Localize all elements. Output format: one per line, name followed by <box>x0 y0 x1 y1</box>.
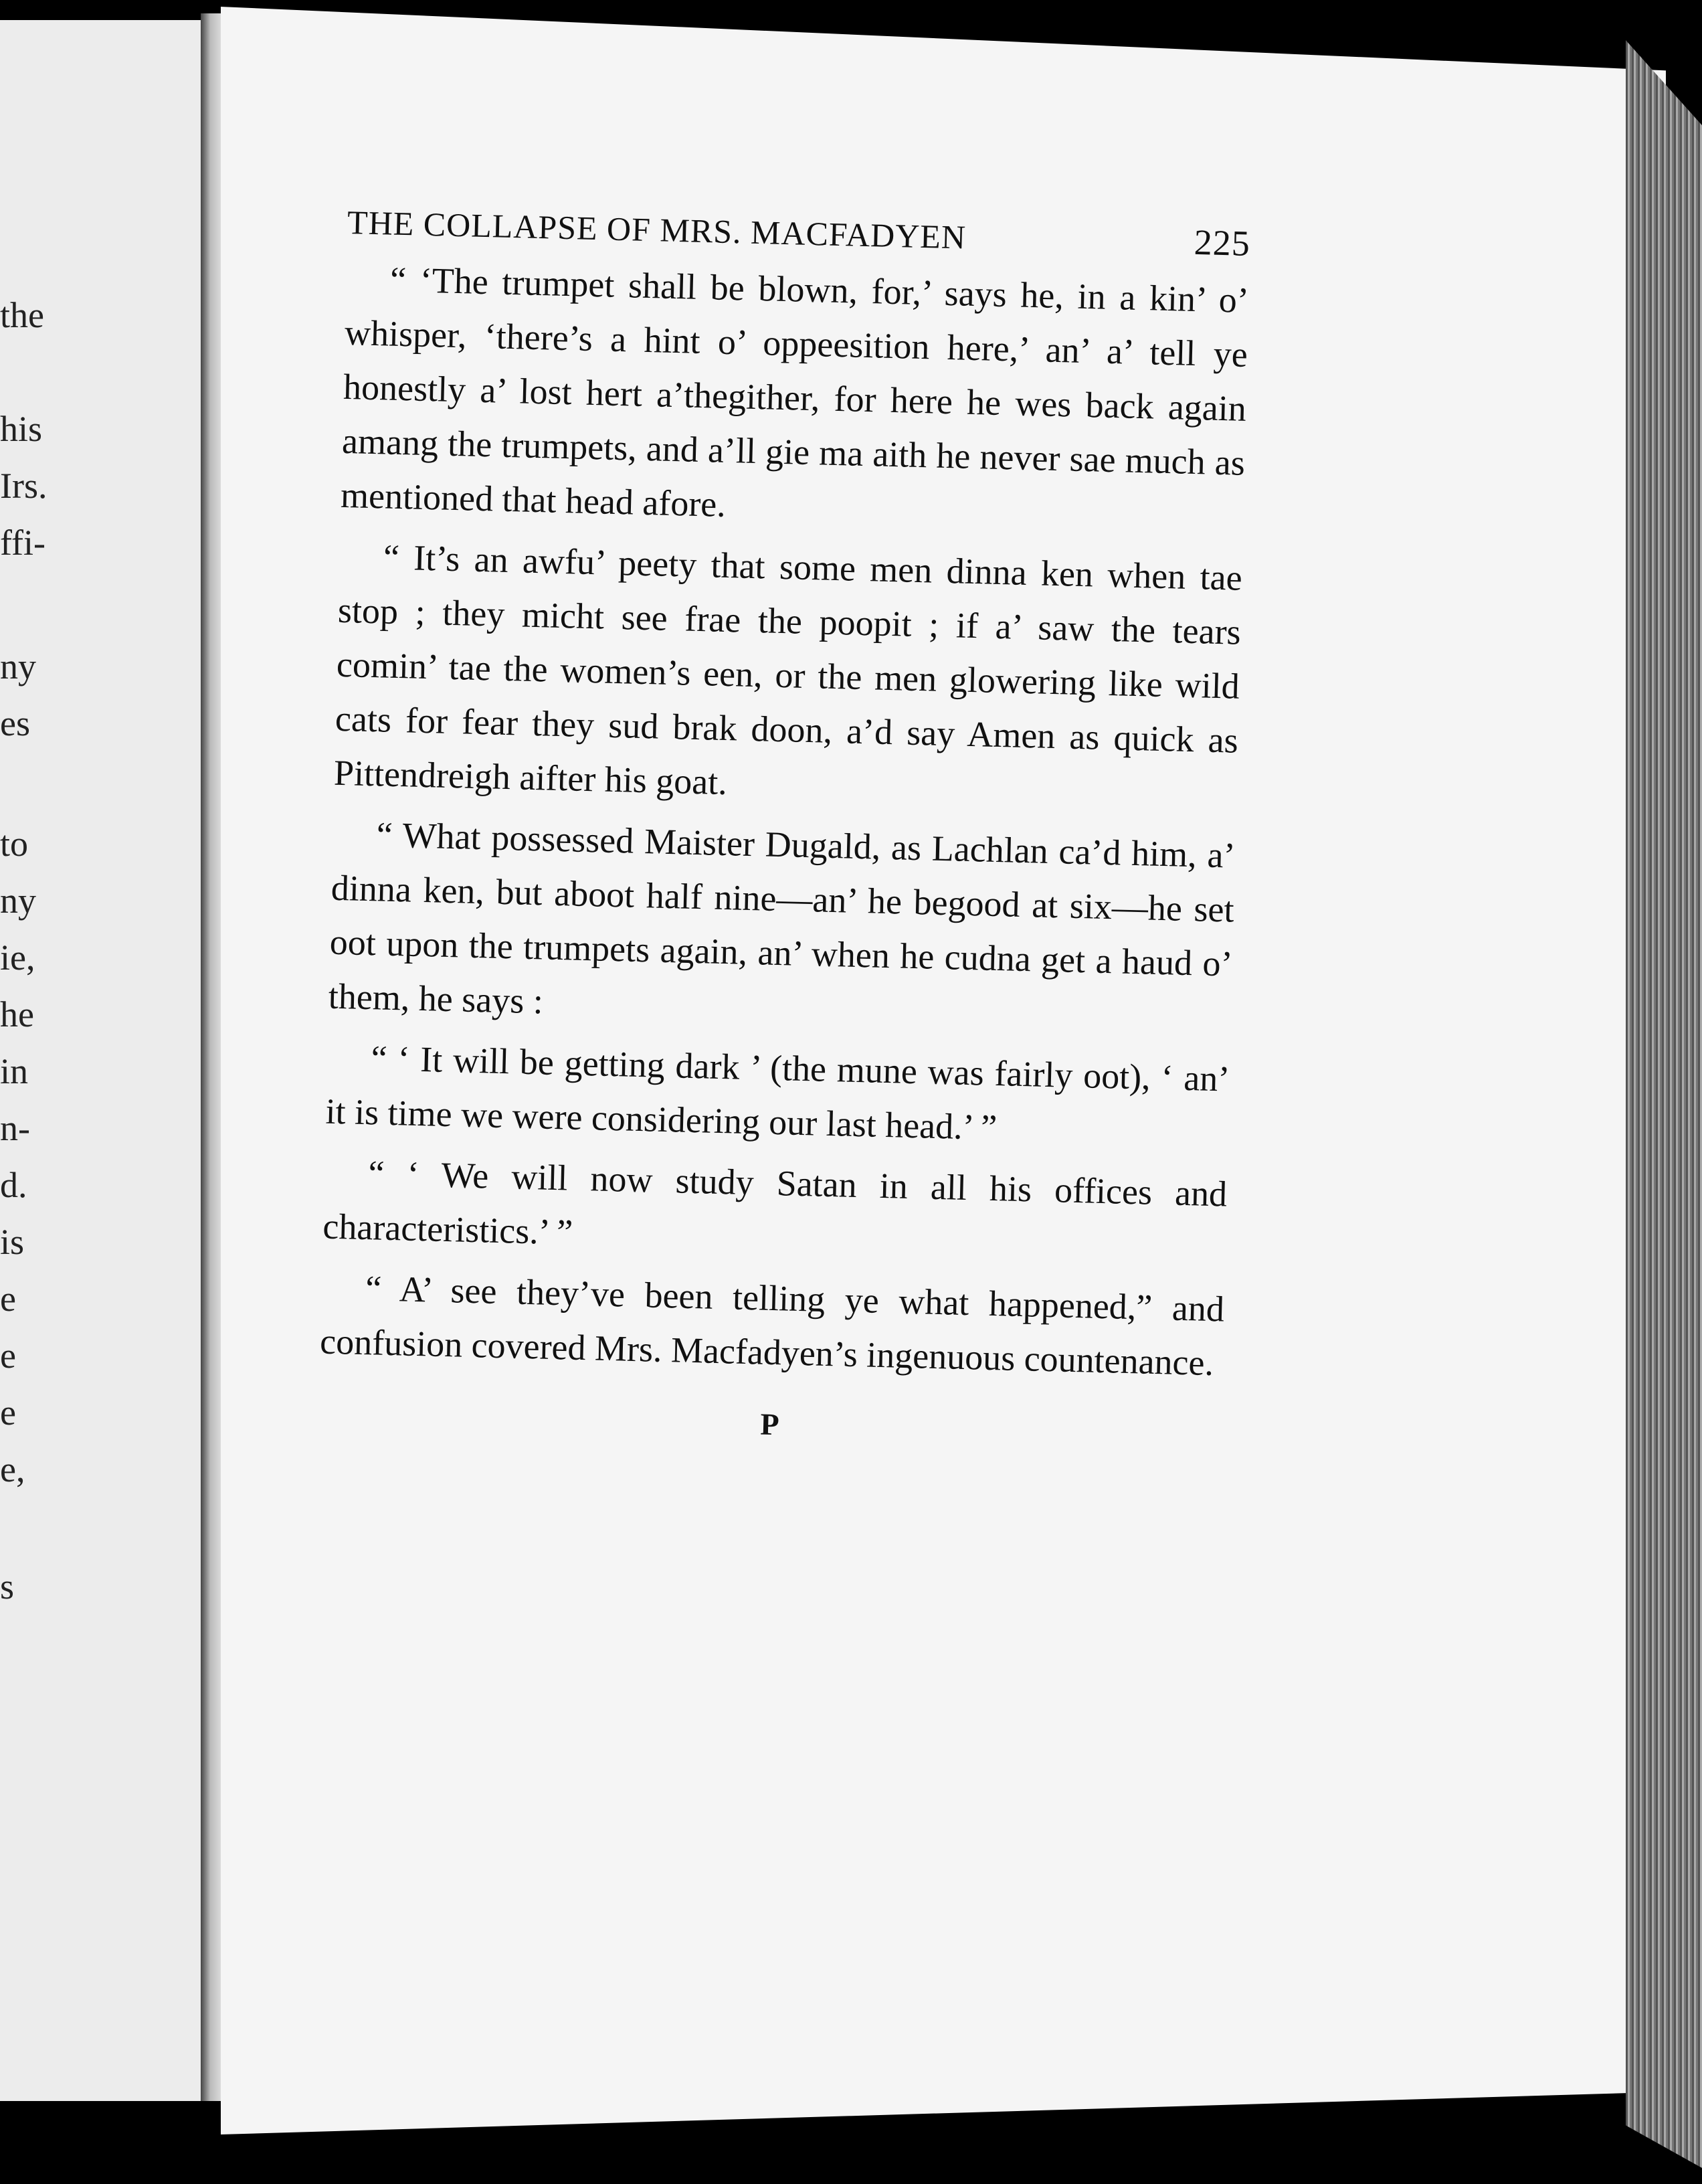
paragraph: “ ‘ It will be getting dark ’ (the mune was fairly oot), ‘ an’ it is time we were considering our last head.’ ” <box>325 1038 1231 1148</box>
paragraph: “ ‘The trumpet shall be blown, for,’ says he, in a kin’ o’ whisper, ‘there’s a hint o’ oppeesition here,’ an’ a’ tell ye honestly a’ lost hert a’thegither, for here he wes back again amang the trumpets, and a’ll gie ma aith he never sae much as mentioned that head afore. <box>340 259 1250 525</box>
left-page-fragment: e, <box>0 1449 25 1489</box>
left-page-fragment: s <box>0 1566 15 1607</box>
left-page-fragment: n- <box>0 1108 30 1148</box>
left-page-fragment: Irs. <box>0 466 48 506</box>
page-number: 225 <box>1194 221 1251 264</box>
left-page <box>0 20 207 2101</box>
left-page-fragment: ffi- <box>0 523 45 563</box>
left-page-fragment: is <box>0 1222 25 1262</box>
left-page-fragment: to <box>0 824 29 864</box>
left-page-fragment: ie, <box>0 937 35 978</box>
left-page-fragment: ny <box>0 646 36 687</box>
left-page-fragment: ny <box>0 881 36 921</box>
left-page-fragment: e <box>0 1392 16 1433</box>
left-page-fragment: e <box>0 1336 16 1376</box>
paragraph: “ It’s an awfu’ peety that some men dinna ken when tae stop ; they micht see frae the poopit ; if a’ saw the tears comin’ tae the women’s een, or the men glowering like wild cats for fear they sud brak doon, a’d say Amen as quick as Pittendreigh aifter his goat. <box>333 537 1243 803</box>
page-edge <box>1626 40 1702 2168</box>
signature-mark: P <box>759 1406 780 1442</box>
left-page-fragment: d. <box>0 1165 27 1205</box>
left-page-fragment: e <box>0 1279 16 1319</box>
paragraph: “ ‘ We will now study Satan in all his offices and characteristics.’ ” <box>322 1153 1228 1253</box>
paragraph: “ A’ see they’ve been telling ye what happened,” and confusion covered Mrs. Macfadyen’s ingenuous countenance. <box>319 1268 1225 1384</box>
chapter-title: THE COLLAPSE OF MRS. MACFADYEN <box>347 203 967 256</box>
left-page-fragment: es <box>0 703 30 743</box>
left-page-fragment: his <box>0 409 43 449</box>
paragraph: “ What possessed Maister Dugald, as Lachlan ca’d him, a’ dinna ken, but aboot half nine—an’ he begood at six—he set oot upon the trumpets again, an’ when he cudna get a haud o’ them, he says : <box>328 814 1236 1022</box>
left-page-fragment: in <box>0 1051 29 1091</box>
left-page-fragment: the <box>0 295 44 335</box>
left-page-fragment: he <box>0 994 34 1034</box>
text-block <box>318 201 1251 1453</box>
